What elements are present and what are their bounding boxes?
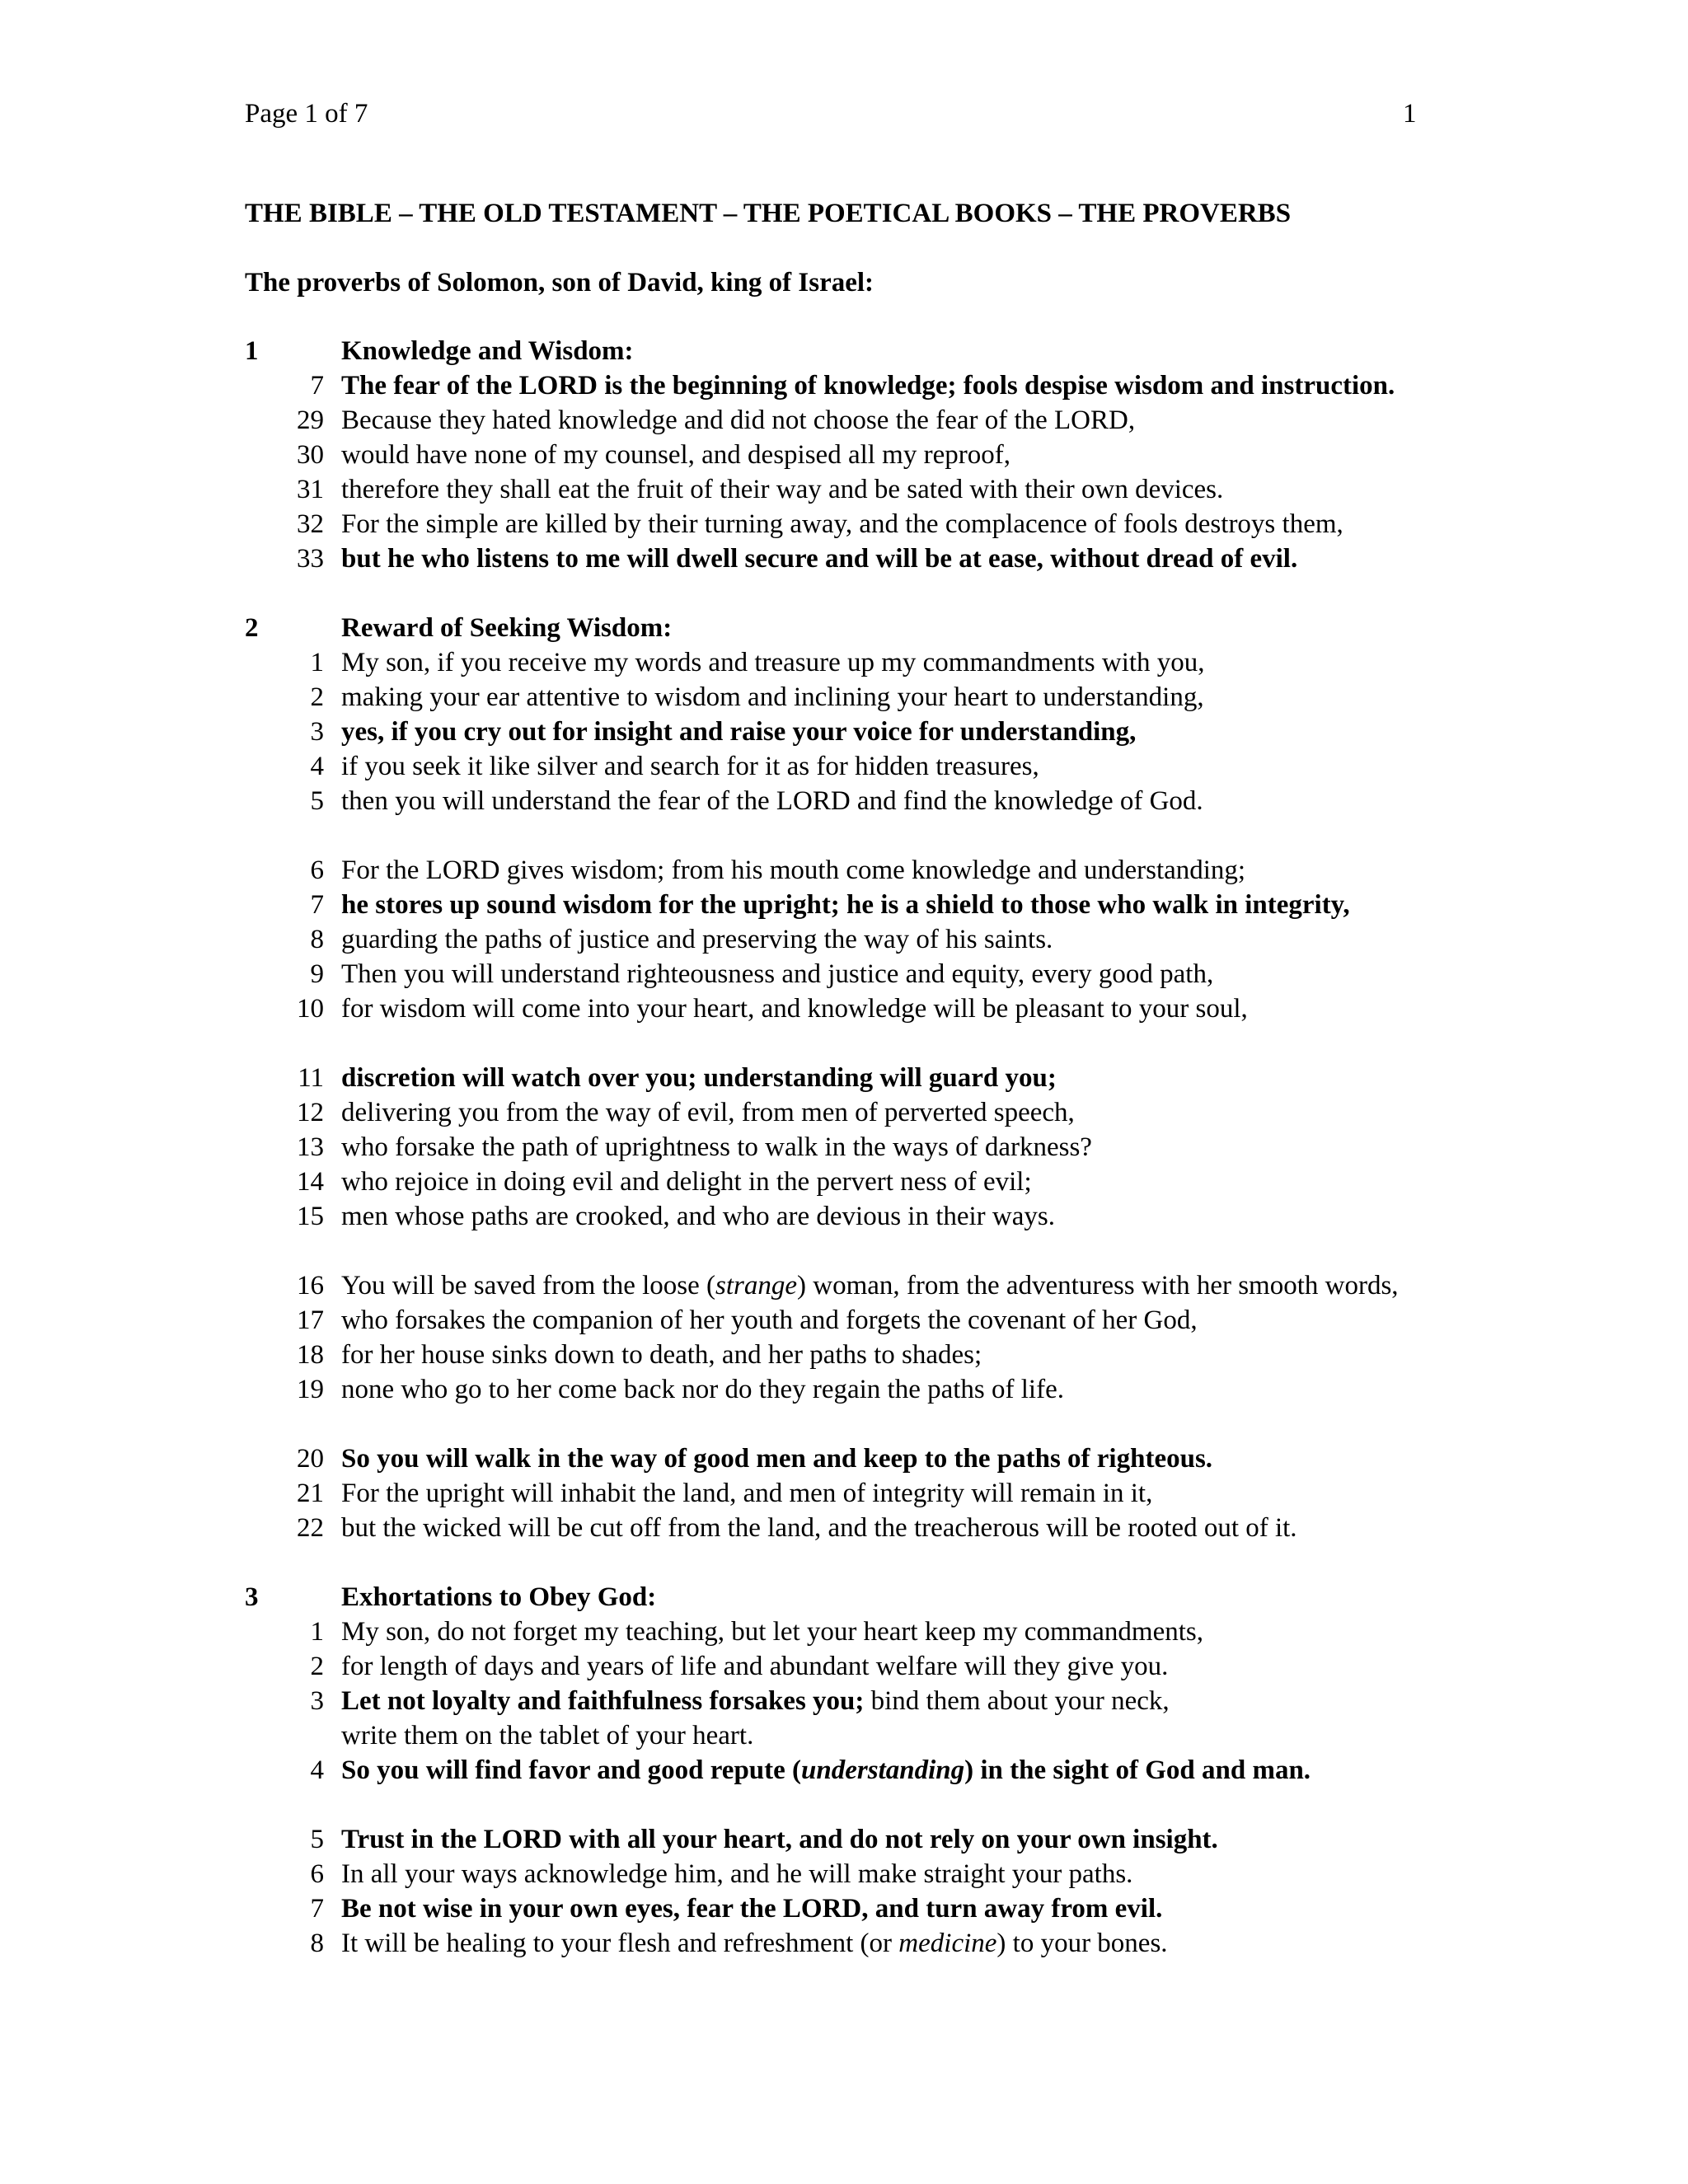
verse-text-segment: yes, if you cry out for insight and raise your voice for understanding, — [341, 717, 1137, 747]
verse — [0, 403, 1688, 438]
verse — [0, 1199, 1688, 1234]
verse-text — [341, 853, 1688, 888]
verse-number: 7 — [310, 890, 324, 920]
verse-number: 7 — [310, 371, 324, 401]
verse — [0, 1615, 1688, 1649]
verse-number: 1 — [310, 648, 324, 677]
chapter-number: 2 — [245, 613, 259, 643]
verse — [0, 1891, 1688, 1926]
verse-text — [341, 922, 1688, 957]
chapter-title: Reward of Seeking Wisdom: — [341, 613, 673, 643]
verse-text — [341, 368, 1688, 403]
verse-text-segment: making your ear attentive to wisdom and inclining your heart to understanding, — [341, 682, 1204, 712]
verse-text-segment: but he who listens to me will dwell secure and will be at ease, without dread of evil. — [341, 544, 1298, 574]
verse-text — [341, 1372, 1688, 1407]
verse-text — [341, 715, 1688, 749]
verse-text — [341, 1441, 1688, 1476]
chapter-section — [0, 1580, 1688, 1961]
verse — [0, 888, 1688, 922]
verse — [0, 368, 1688, 403]
intro-heading: The proverbs of Solomon, son of David, king of Israel: — [245, 268, 874, 298]
verse-text — [341, 991, 1688, 1026]
verse-text-segment: ) in the sight of God and man. — [964, 1755, 1311, 1785]
verse — [0, 507, 1688, 541]
verse — [0, 922, 1688, 957]
verse-text-segment: guarding the paths of justice and preserving the way of his saints. — [341, 925, 1053, 954]
verse-number: 32 — [297, 509, 324, 539]
verse-text-segment: delivering you from the way of evil, from men of perverted speech, — [341, 1098, 1075, 1127]
emphasis-text: understanding — [801, 1755, 965, 1785]
verse-text-segment: Because they hated knowledge and did not choose the fear of the LORD, — [341, 405, 1136, 435]
verse-text-segment: For the simple are killed by their turning away, and the complacence of fools destroys them, — [341, 509, 1343, 539]
verse-number: 7 — [310, 1894, 324, 1924]
chapter-heading — [0, 611, 1688, 645]
chapter-number: 3 — [245, 1582, 259, 1612]
verse-text — [341, 541, 1688, 576]
chapter-section — [0, 334, 1688, 576]
chapter-heading — [0, 334, 1688, 368]
verse-number: 10 — [297, 994, 324, 1024]
verse-text-segment: For the LORD gives wisdom; from his mouth come knowledge and understanding; — [341, 855, 1246, 885]
verse-text-segment: he stores up sound wisdom for the upright; he is a shield to those who walk in integrity, — [341, 890, 1350, 920]
verse-text — [341, 1338, 1688, 1372]
verse — [0, 1822, 1688, 1857]
verse-number: 2 — [310, 1652, 324, 1681]
verse-number: 5 — [310, 1825, 324, 1854]
verse-text-segment: bind them about your neck, — [864, 1686, 1170, 1716]
verse — [0, 957, 1688, 991]
verse-text-segment: who rejoice in doing evil and delight in the pervert ness of evil; — [341, 1167, 1032, 1197]
chapter-heading — [0, 1580, 1688, 1615]
verse-group — [0, 645, 1688, 818]
verse-text — [341, 1857, 1688, 1891]
verse-number: 12 — [297, 1098, 324, 1127]
verse-group — [0, 1822, 1688, 1961]
verse-text — [341, 507, 1688, 541]
verse-text — [341, 1684, 1688, 1753]
verse-text-segment: My son, if you receive my words and treasure up my commandments with you, — [341, 648, 1205, 677]
verse-text — [341, 1130, 1688, 1165]
verse-text — [341, 1095, 1688, 1130]
verse-number: 3 — [310, 717, 324, 747]
verse — [0, 1095, 1688, 1130]
verse-text — [341, 1753, 1688, 1788]
verse — [0, 749, 1688, 784]
verse-text-segment: but the wicked will be cut off from the land, and the treacherous will be rooted out of it. — [341, 1513, 1297, 1543]
verse — [0, 1338, 1688, 1372]
verse — [0, 1857, 1688, 1891]
verse-text — [341, 1061, 1688, 1095]
verse — [0, 1926, 1688, 1961]
verse-number: 18 — [297, 1340, 324, 1370]
verse-number: 16 — [297, 1271, 324, 1301]
verse — [0, 1476, 1688, 1511]
verse — [0, 438, 1688, 472]
verse-text-segment: For the upright will inhabit the land, and men of integrity will remain in it, — [341, 1479, 1153, 1508]
verse-text — [341, 645, 1688, 680]
verse-number: 9 — [310, 959, 324, 989]
verse-text-segment: who forsakes the companion of her youth and forgets the covenant of her God, — [341, 1305, 1198, 1335]
verse-text-segment: if you seek it like silver and search for it as for hidden treasures, — [341, 752, 1039, 781]
verse — [0, 1753, 1688, 1788]
verse-group — [0, 853, 1688, 1026]
verse-number: 15 — [297, 1202, 324, 1231]
chapter-list — [0, 334, 1688, 1995]
verse-text-segment: none who go to her come back nor do they regain the paths of life. — [341, 1375, 1064, 1404]
verse-group — [0, 1615, 1688, 1788]
verse-text — [341, 888, 1688, 922]
verse-text — [341, 1891, 1688, 1926]
verse-text-segment: men whose paths are crooked, and who are devious in their ways. — [341, 1202, 1055, 1231]
verse-text-segment: for wisdom will come into your heart, and knowledge will be pleasant to your soul, — [341, 994, 1248, 1024]
verse-text-segment: therefore they shall eat the fruit of their way and be sated with their own devices. — [341, 475, 1224, 504]
verse-number: 3 — [310, 1686, 324, 1716]
verse-number: 14 — [297, 1167, 324, 1197]
verse — [0, 1649, 1688, 1684]
verse — [0, 1061, 1688, 1095]
verse-text — [341, 438, 1688, 472]
verse-text-segment: Be not wise in your own eyes, fear the LORD, and turn away from evil. — [341, 1894, 1163, 1924]
verse-text — [341, 1268, 1688, 1303]
verse-text-segment: would have none of my counsel, and despised all my reproof, — [341, 440, 1010, 470]
verse-number: 22 — [297, 1513, 324, 1543]
verse-number: 6 — [310, 855, 324, 885]
verse-text — [341, 1511, 1688, 1545]
verse-text — [341, 1476, 1688, 1511]
verse-text-segment: then you will understand the fear of the LORD and find the knowledge of God. — [341, 786, 1203, 816]
verse — [0, 853, 1688, 888]
verse — [0, 1165, 1688, 1199]
verse — [0, 991, 1688, 1026]
verse — [0, 1130, 1688, 1165]
verse-text-segment: ) woman, from the adventuress with her smooth words, — [797, 1271, 1399, 1301]
document-title: THE BIBLE – THE OLD TESTAMENT – THE POETICAL BOOKS – THE PROVERBS — [245, 199, 1292, 228]
verse-text-segment: It will be healing to your flesh and refreshment (or — [341, 1929, 899, 1958]
verse-text — [341, 1303, 1688, 1338]
verse-number: 8 — [310, 925, 324, 954]
verse-text — [341, 1649, 1688, 1684]
verse-text — [341, 749, 1688, 784]
verse-number: 4 — [310, 752, 324, 781]
verse-text — [341, 1165, 1688, 1199]
verse-text-segment: write them on the tablet of your heart. — [341, 1721, 754, 1750]
verse — [0, 784, 1688, 818]
verse-group — [0, 1061, 1688, 1234]
verse-number: 33 — [297, 544, 324, 574]
verse-text-segment: discretion will watch over you; understanding will guard you; — [341, 1063, 1057, 1093]
verse-text — [341, 1199, 1688, 1234]
verse-text — [341, 403, 1688, 438]
chapter-title: Exhortations to Obey God: — [341, 1582, 657, 1612]
verse — [0, 715, 1688, 749]
verse-text — [341, 1926, 1688, 1961]
verse-number: 5 — [310, 786, 324, 816]
verse-text-segment: for length of days and years of life and abundant welfare will they give you. — [341, 1652, 1169, 1681]
verse-number: 17 — [297, 1305, 324, 1335]
verse-number: 4 — [310, 1755, 324, 1785]
verse-text-segment: You will be saved from the loose ( — [341, 1271, 716, 1301]
verse — [0, 1303, 1688, 1338]
verse-text-segment: In all your ways acknowledge him, and he will make straight your paths. — [341, 1859, 1133, 1889]
verse-text-segment: Trust in the LORD with all your heart, and do not rely on your own insight. — [341, 1825, 1218, 1854]
verse-number: 19 — [297, 1375, 324, 1404]
verse-number: 1 — [310, 1617, 324, 1647]
emphasis-text: medicine — [898, 1929, 997, 1958]
verse — [0, 645, 1688, 680]
verse-text-segment: So you will find favor and good repute ( — [341, 1755, 802, 1785]
verse-text-segment: Then you will understand righteousness and justice and equity, every good path, — [341, 959, 1214, 989]
verse-number: 30 — [297, 440, 324, 470]
verse-text — [341, 472, 1688, 507]
chapter-title: Knowledge and Wisdom: — [341, 336, 634, 366]
verse-number: 21 — [297, 1479, 324, 1508]
chapter-section — [0, 611, 1688, 1545]
verse-text-segment: for her house sinks down to death, and her paths to shades; — [341, 1340, 982, 1370]
emphasis-text: strange — [715, 1271, 798, 1301]
verse-text-segment: Let not loyalty and faithfulness forsakes you; — [341, 1686, 865, 1716]
verse — [0, 1441, 1688, 1476]
verse-number: 13 — [297, 1132, 324, 1162]
verse-text — [341, 1615, 1688, 1649]
verse-text — [341, 680, 1688, 715]
verse-number: 20 — [297, 1444, 324, 1474]
verse-group — [0, 1268, 1688, 1407]
verse-number: 11 — [298, 1063, 324, 1093]
verse — [0, 1511, 1688, 1545]
verse-text — [341, 784, 1688, 818]
verse — [0, 1684, 1688, 1753]
verse — [0, 680, 1688, 715]
verse-number: 2 — [310, 682, 324, 712]
verse-text — [341, 1822, 1688, 1857]
verse — [0, 472, 1688, 507]
verse-text-segment: The fear of the LORD is the beginning of knowledge; fools despise wisdom and instruction. — [341, 371, 1395, 401]
verse-group — [0, 1441, 1688, 1545]
verse-text-segment: who forsake the path of uprightness to walk in the ways of darkness? — [341, 1132, 1092, 1162]
chapter-number: 1 — [245, 336, 259, 366]
verse — [0, 1268, 1688, 1303]
verse-text — [341, 957, 1688, 991]
verse-text-segment: ) to your bones. — [996, 1929, 1168, 1958]
verse-number: 6 — [310, 1859, 324, 1889]
verse — [0, 541, 1688, 576]
verse-text-segment: My son, do not forget my teaching, but let your heart keep my commandments, — [341, 1617, 1204, 1647]
verse-number: 8 — [310, 1929, 324, 1958]
verse-text-segment: So you will walk in the way of good men and keep to the paths of righteous. — [341, 1444, 1213, 1474]
verse — [0, 1372, 1688, 1407]
page-number: 1 — [1403, 99, 1417, 129]
verse-number: 29 — [297, 405, 324, 435]
verse-number: 31 — [297, 475, 324, 504]
verse-group — [0, 368, 1688, 576]
page-label: Page 1 of 7 — [245, 99, 368, 129]
